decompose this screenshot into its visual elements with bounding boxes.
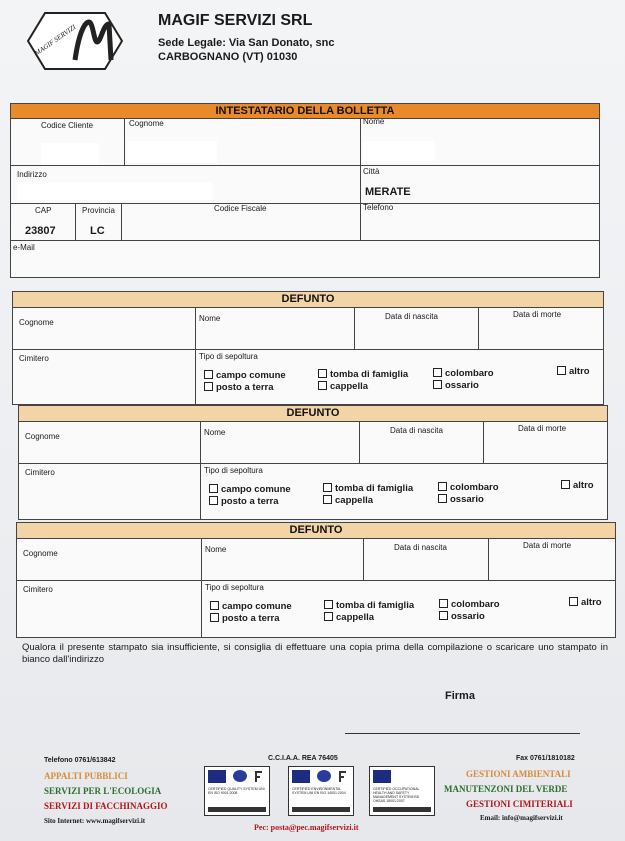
email-label: e-Mail [13, 243, 35, 252]
checkbox-icon[interactable] [433, 380, 442, 389]
checkbox-cappella[interactable]: cappella [323, 495, 373, 506]
cert-badge-ohsas18001 [369, 766, 435, 816]
defunto-nascita-label: Data di nascita [394, 543, 447, 552]
nome-label: Nome [363, 117, 385, 126]
checkbox-campo-comune[interactable]: campo comune [210, 601, 292, 612]
telefono-field[interactable] [361, 204, 599, 241]
cert-barcode [292, 807, 350, 812]
defunto-nome-field[interactable] [201, 422, 360, 464]
checkbox-posto-a-terra[interactable]: posto a terra [204, 382, 274, 393]
checkbox-icon[interactable] [209, 496, 218, 505]
footer-manutenzioni: MANUTENZONI DEL VERDE [444, 784, 568, 794]
defunto-nome-label: Nome [199, 314, 221, 323]
defunto-cognome-field[interactable] [17, 539, 202, 581]
checkbox-altro[interactable]: altro [569, 597, 602, 608]
defunto-nascita-label: Data di nascita [390, 426, 443, 435]
indirizzo-label: Indirizzo [17, 170, 47, 179]
defunto-section [12, 291, 604, 405]
cognome-label: Cognome [129, 119, 164, 128]
footer-fax: Fax 0761/1810182 [516, 755, 575, 762]
footer-facchinaggio: SERVIZI DI FACCHINAGGIO [44, 801, 168, 811]
checkbox-colombaro[interactable]: colombaro [433, 368, 494, 379]
checkbox-tomba-di-famiglia[interactable]: tomba di famiglia [323, 483, 413, 494]
checkbox-icon[interactable] [439, 599, 448, 608]
checkbox-cappella[interactable]: cappella [324, 612, 374, 623]
checkbox-tomba-di-famiglia[interactable]: tomba di famiglia [324, 600, 414, 611]
checkbox-icon[interactable] [561, 480, 570, 489]
checkbox-ossario[interactable]: ossario [439, 611, 485, 622]
checkbox-icon[interactable] [557, 366, 566, 375]
checkbox-icon[interactable] [439, 611, 448, 620]
defunto-nascita-field[interactable] [364, 539, 489, 581]
checkbox-icon[interactable] [323, 483, 332, 492]
indirizzo-field[interactable] [11, 166, 361, 204]
company-name: MAGIF SERVIZI SRL [158, 12, 313, 29]
checkbox-icon[interactable] [438, 482, 447, 491]
defunto-nome-field[interactable] [196, 308, 355, 350]
defunto-section [18, 405, 608, 520]
sepoltura-label: Tipo di sepoltura [199, 352, 258, 361]
iaf-icon [233, 770, 247, 782]
footer-ecologia: SERVIZI PER L'ECOLOGIA [44, 786, 162, 796]
defunto-title: DEFUNTO [13, 292, 603, 308]
checkbox-posto-a-terra[interactable]: posto a terra [209, 496, 279, 507]
checkbox-altro[interactable]: altro [561, 480, 594, 491]
defunto-nome-label: Nome [204, 428, 226, 437]
defunto-cognome-label: Cognome [25, 432, 60, 441]
certification-mark-icon [255, 771, 263, 783]
defunto-cimitero-label: Cimitero [25, 468, 55, 477]
checkbox-icon[interactable] [210, 601, 219, 610]
checkbox-icon[interactable] [318, 369, 327, 378]
redaction [363, 141, 435, 161]
intestatario-section [10, 103, 600, 278]
email-field[interactable] [11, 241, 599, 277]
address-line-1: Sede Legale: Via San Donato, snc [158, 37, 335, 49]
address-line-2: CARBOGNANO (VT) 01030 [158, 51, 298, 63]
cert-barcode [208, 807, 266, 812]
eu-flag-icon [292, 770, 310, 783]
cognome-field[interactable] [125, 119, 361, 166]
footer-appalti: APPALTI PUBBLICI [44, 771, 128, 781]
codice-fiscale-label: Codice Fiscale [214, 204, 267, 213]
logo-text: MAGIF SERVIZI [33, 23, 78, 58]
cap-field[interactable] [11, 204, 76, 241]
defunto-cimitero-field[interactable] [19, 464, 201, 519]
nome-field[interactable] [361, 119, 599, 166]
defunto-cimitero-field[interactable] [13, 350, 196, 404]
cap-value: 23807 [25, 225, 56, 237]
footer-cciaa: C.C.I.A.A. REA 76405 [268, 755, 338, 762]
defunto-nome-field[interactable] [202, 539, 364, 581]
cert-badge-iso14001 [288, 766, 354, 816]
checkbox-colombaro[interactable]: colombaro [438, 482, 499, 493]
cert-text: CERTIFIED QUALITY SYSTEM UNI EN ISO 9001:2008 [208, 787, 265, 795]
defunto-nascita-field[interactable] [355, 308, 479, 350]
checkbox-icon[interactable] [209, 484, 218, 493]
checkbox-icon[interactable] [433, 368, 442, 377]
checkbox-ossario[interactable]: ossario [433, 380, 479, 391]
footer-telefono: Telefono 0761/613842 [44, 757, 116, 764]
checkbox-icon[interactable] [204, 370, 213, 379]
checkbox-icon[interactable] [324, 612, 333, 621]
checkbox-posto-a-terra[interactable]: posto a terra [210, 613, 280, 624]
defunto-cognome-label: Cognome [19, 318, 54, 327]
defunto-morte-label: Data di morte [513, 310, 562, 319]
defunto-cognome-field[interactable] [13, 308, 196, 350]
defunto-cimitero-label: Cimitero [19, 354, 49, 363]
citta-field[interactable] [361, 166, 599, 204]
defunto-section [16, 522, 616, 638]
defunto-cimitero-field[interactable] [17, 581, 202, 637]
defunto-cognome-label: Cognome [23, 549, 58, 558]
cap-label: CAP [35, 206, 52, 215]
sepoltura-label: Tipo di sepoltura [205, 583, 264, 592]
provincia-field[interactable] [76, 204, 122, 241]
certification-mark-icon [339, 771, 347, 783]
redaction [17, 182, 213, 200]
defunto-nascita-field[interactable] [360, 422, 484, 464]
defunto-morte-label: Data di morte [518, 424, 567, 433]
checkbox-tomba-di-famiglia[interactable]: tomba di famiglia [318, 369, 408, 380]
checkbox-icon[interactable] [569, 597, 578, 606]
footer-pec: Pec: posta@pec.magifservizi.it [254, 823, 359, 832]
eu-flag-icon [373, 770, 391, 783]
defunto-cimitero-label: Cimitero [23, 585, 53, 594]
footer-email: Email: info@magifservizi.it [480, 814, 563, 822]
checkbox-campo-comune[interactable]: campo comune [204, 370, 286, 381]
checkbox-icon[interactable] [438, 494, 447, 503]
checkbox-icon[interactable] [324, 600, 333, 609]
checkbox-colombaro[interactable]: colombaro [439, 599, 500, 610]
magif-logo-icon [27, 12, 123, 70]
codice-cliente-field[interactable] [11, 119, 125, 166]
sepoltura-label: Tipo di sepoltura [204, 466, 263, 475]
cert-text: CERTIFIED OCCUPATIONAL HEALTH AND SAFETY MANAGEMENT SYSTEM BS OHSAS 18001:2007 [373, 787, 420, 803]
checkbox-icon[interactable] [210, 613, 219, 622]
cert-badge-iso9001 [204, 766, 270, 816]
cert-text: CERTIFIED ENVIRONMENTAL SYSTEM UNI EN ISO 14001:2004 [292, 787, 346, 795]
instructions-note: Qualora il presente stampato sia insufficiente, si consiglia di effettuare una copia prima della compilazione o scaricare uno stampato in bianco dall'indirizzo [22, 642, 608, 665]
checkbox-icon[interactable] [318, 381, 327, 390]
defunto-morte-label: Data di morte [523, 541, 572, 550]
checkbox-ossario[interactable]: ossario [438, 494, 484, 505]
redaction [127, 141, 217, 163]
defunto-morte-field[interactable] [484, 422, 607, 464]
footer-gestioni-cimiteriali: GESTIONI CIMITERIALI [466, 799, 573, 809]
signature-line[interactable] [345, 733, 580, 734]
checkbox-icon[interactable] [204, 382, 213, 391]
defunto-nascita-label: Data di nascita [385, 312, 438, 321]
footer-sito: Sito Internet: www.magifservizi.it [44, 817, 146, 825]
telefono-label: Telefono [363, 203, 394, 212]
citta-value: MERATE [365, 186, 411, 198]
eu-flag-icon [208, 770, 226, 783]
checkbox-cappella[interactable]: cappella [318, 381, 368, 392]
defunto-morte-field[interactable] [479, 308, 603, 350]
codice-cliente-label: Codice Cliente [41, 121, 94, 130]
firma-label: Firma [445, 690, 475, 702]
checkbox-campo-comune[interactable]: campo comune [209, 484, 291, 495]
sepoltura-field [196, 350, 603, 404]
checkbox-icon[interactable] [323, 495, 332, 504]
defunto-nome-label: Nome [205, 545, 227, 554]
cert-barcode [373, 807, 431, 812]
intestatario-title: INTESTATARIO DELLA BOLLETTA [11, 104, 599, 119]
iaf-icon [317, 770, 331, 782]
defunto-morte-field[interactable] [489, 539, 615, 581]
checkbox-altro[interactable]: altro [557, 366, 590, 377]
footer-gestioni-ambientali: GESTIONI AMBIENTALI [466, 769, 571, 779]
provincia-value: LC [90, 225, 105, 237]
defunto-title: DEFUNTO [17, 523, 615, 539]
defunto-title: DEFUNTO [19, 406, 607, 422]
defunto-cognome-field[interactable] [19, 422, 201, 464]
sepoltura-field [202, 581, 615, 637]
citta-label: Città [363, 167, 380, 176]
codice-fiscale-field[interactable] [122, 204, 361, 241]
redaction [41, 143, 99, 165]
provincia-label: Provincia [82, 206, 115, 215]
sepoltura-field [201, 464, 607, 519]
